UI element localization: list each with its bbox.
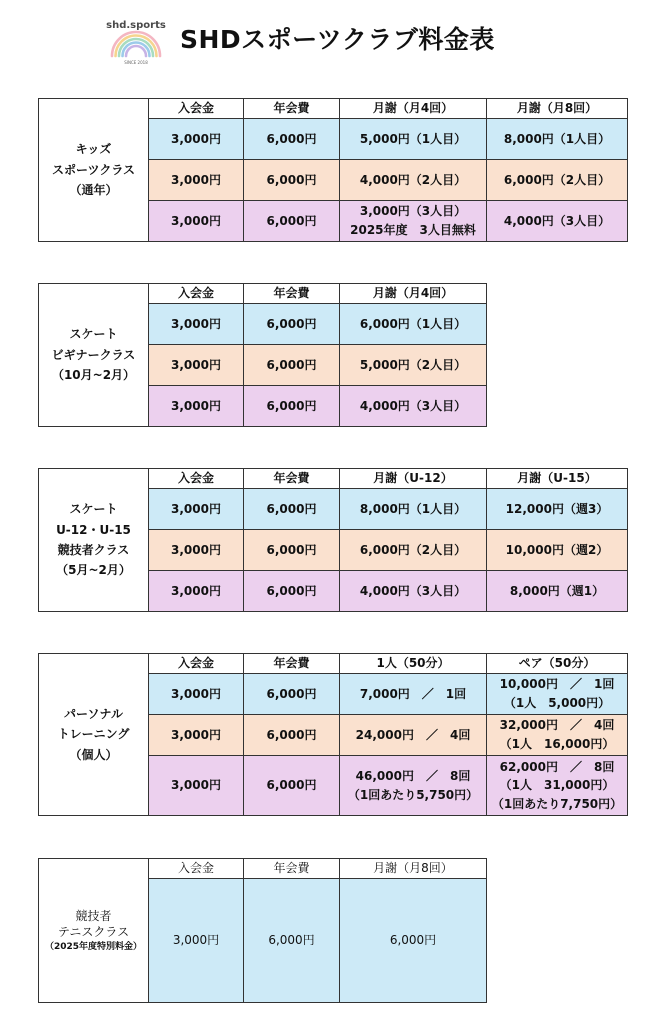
- fee-cell: 6,000円: [244, 756, 340, 816]
- header-cell: 入会金: [149, 654, 244, 674]
- fee-cell: 12,000円（週3）: [487, 489, 628, 530]
- logo-since: SINCE 2018: [124, 60, 148, 65]
- fee-cell: 6,000円: [244, 304, 340, 345]
- header-cell: 1人（50分）: [340, 654, 487, 674]
- fee-cell: 4,000円（3人目）: [340, 571, 487, 612]
- fee-cell: 4,000円（3人目）: [340, 386, 487, 427]
- rainbow-logo-icon: [106, 14, 166, 66]
- class-label: パーソナル トレーニング （個人）: [39, 654, 149, 816]
- fee-cell: 4,000円（3人目）: [487, 201, 628, 242]
- fee-cell: 6,000円: [244, 879, 340, 1003]
- fee-cell: 32,000円 ／ 4回 （1人 16,000円）: [487, 715, 628, 756]
- header-cell: 月謝（月8回）: [487, 99, 628, 119]
- skate-competitor-fee-table: [38, 468, 628, 612]
- fee-cell: 3,000円: [149, 756, 244, 816]
- fee-cell: 8,000円（1人目）: [340, 489, 487, 530]
- fee-cell: 46,000円 ／ 8回 （1回あたり5,750円）: [340, 756, 487, 816]
- fee-cell: 3,000円: [149, 674, 244, 715]
- fee-cell: 6,000円（1人目）: [340, 304, 487, 345]
- header-cell: 年会費: [244, 859, 340, 879]
- fee-cell: 6,000円: [244, 715, 340, 756]
- fee-cell: 3,000円: [149, 386, 244, 427]
- logo: [106, 14, 166, 66]
- fee-cell: 10,000円（週2）: [487, 530, 628, 571]
- header-cell: 年会費: [244, 469, 340, 489]
- fee-cell: 3,000円: [149, 345, 244, 386]
- fee-cell: 3,000円: [149, 571, 244, 612]
- fee-cell: 24,000円 ／ 4回: [340, 715, 487, 756]
- fee-cell: 3,000円: [149, 201, 244, 242]
- header-cell: 月謝（月8回）: [340, 859, 487, 879]
- header-cell: 入会金: [149, 859, 244, 879]
- fee-cell: 3,000円: [149, 160, 244, 201]
- fee-cell: 5,000円（2人目）: [340, 345, 487, 386]
- fee-cell: 6,000円: [244, 201, 340, 242]
- kids-sports-fee-table: [38, 98, 628, 242]
- header-cell: 月謝（U-15）: [487, 469, 628, 489]
- header-cell: 入会金: [149, 99, 244, 119]
- fee-cell: 3,000円: [149, 715, 244, 756]
- fee-cell: 6,000円: [244, 489, 340, 530]
- header-cell: 年会費: [244, 99, 340, 119]
- personal-training-fee-table: [38, 653, 628, 816]
- header-cell: 月謝（月4回）: [340, 284, 487, 304]
- header-cell: 月謝（U-12）: [340, 469, 487, 489]
- fee-cell: 6,000円: [244, 571, 340, 612]
- fee-cell: 8,000円（週1）: [487, 571, 628, 612]
- fee-cell: 4,000円（2人目）: [340, 160, 487, 201]
- skate-beginner-fee-table: [38, 283, 487, 427]
- fee-cell: 3,000円: [149, 489, 244, 530]
- fee-cell: 3,000円: [149, 530, 244, 571]
- fee-cell: 3,000円: [149, 119, 244, 160]
- header-cell: 年会費: [244, 284, 340, 304]
- fee-cell: 6,000円（2人目）: [487, 160, 628, 201]
- class-label: スケート ビギナークラス （10月~2月）: [39, 284, 149, 427]
- fee-cell: 3,000円（3人目） 2025年度 3人目無料: [340, 201, 487, 242]
- fee-cell: 6,000円: [244, 674, 340, 715]
- fee-cell: 10,000円 ／ 1回 （1人 5,000円）: [487, 674, 628, 715]
- fee-cell: 6,000円（2人目）: [340, 530, 487, 571]
- fee-cell: 3,000円: [149, 304, 244, 345]
- logo-name: shd.sports: [106, 20, 166, 31]
- header-cell: 入会金: [149, 469, 244, 489]
- fee-cell: 6,000円: [244, 119, 340, 160]
- fee-cell: 6,000円: [244, 345, 340, 386]
- header-cell: 年会費: [244, 654, 340, 674]
- fee-cell: 6,000円: [244, 386, 340, 427]
- class-label: 競技者 テニスクラス （2025年度特別料金）: [39, 859, 149, 1003]
- fee-cell: 6,000円: [340, 879, 487, 1003]
- tennis-competitor-fee-table: [38, 858, 487, 1003]
- fee-cell: 8,000円（1人目）: [487, 119, 628, 160]
- class-label: スケート U-12・U-15 競技者クラス （5月~2月）: [39, 469, 149, 612]
- fee-cell: 3,000円: [149, 879, 244, 1003]
- fee-cell: 7,000円 ／ 1回: [340, 674, 487, 715]
- header-cell: 入会金: [149, 284, 244, 304]
- fee-cell: 5,000円（1人目）: [340, 119, 487, 160]
- header-cell: ペア（50分）: [487, 654, 628, 674]
- header-cell: 月謝（月4回）: [340, 99, 487, 119]
- fee-cell: 62,000円 ／ 8回 （1人 31,000円） （1回あたり7,750円）: [487, 756, 628, 816]
- page-title: SHDスポーツクラブ料金表: [180, 25, 495, 54]
- class-label: キッズ スポーツクラス （通年）: [39, 99, 149, 242]
- fee-cell: 6,000円: [244, 160, 340, 201]
- fee-cell: 6,000円: [244, 530, 340, 571]
